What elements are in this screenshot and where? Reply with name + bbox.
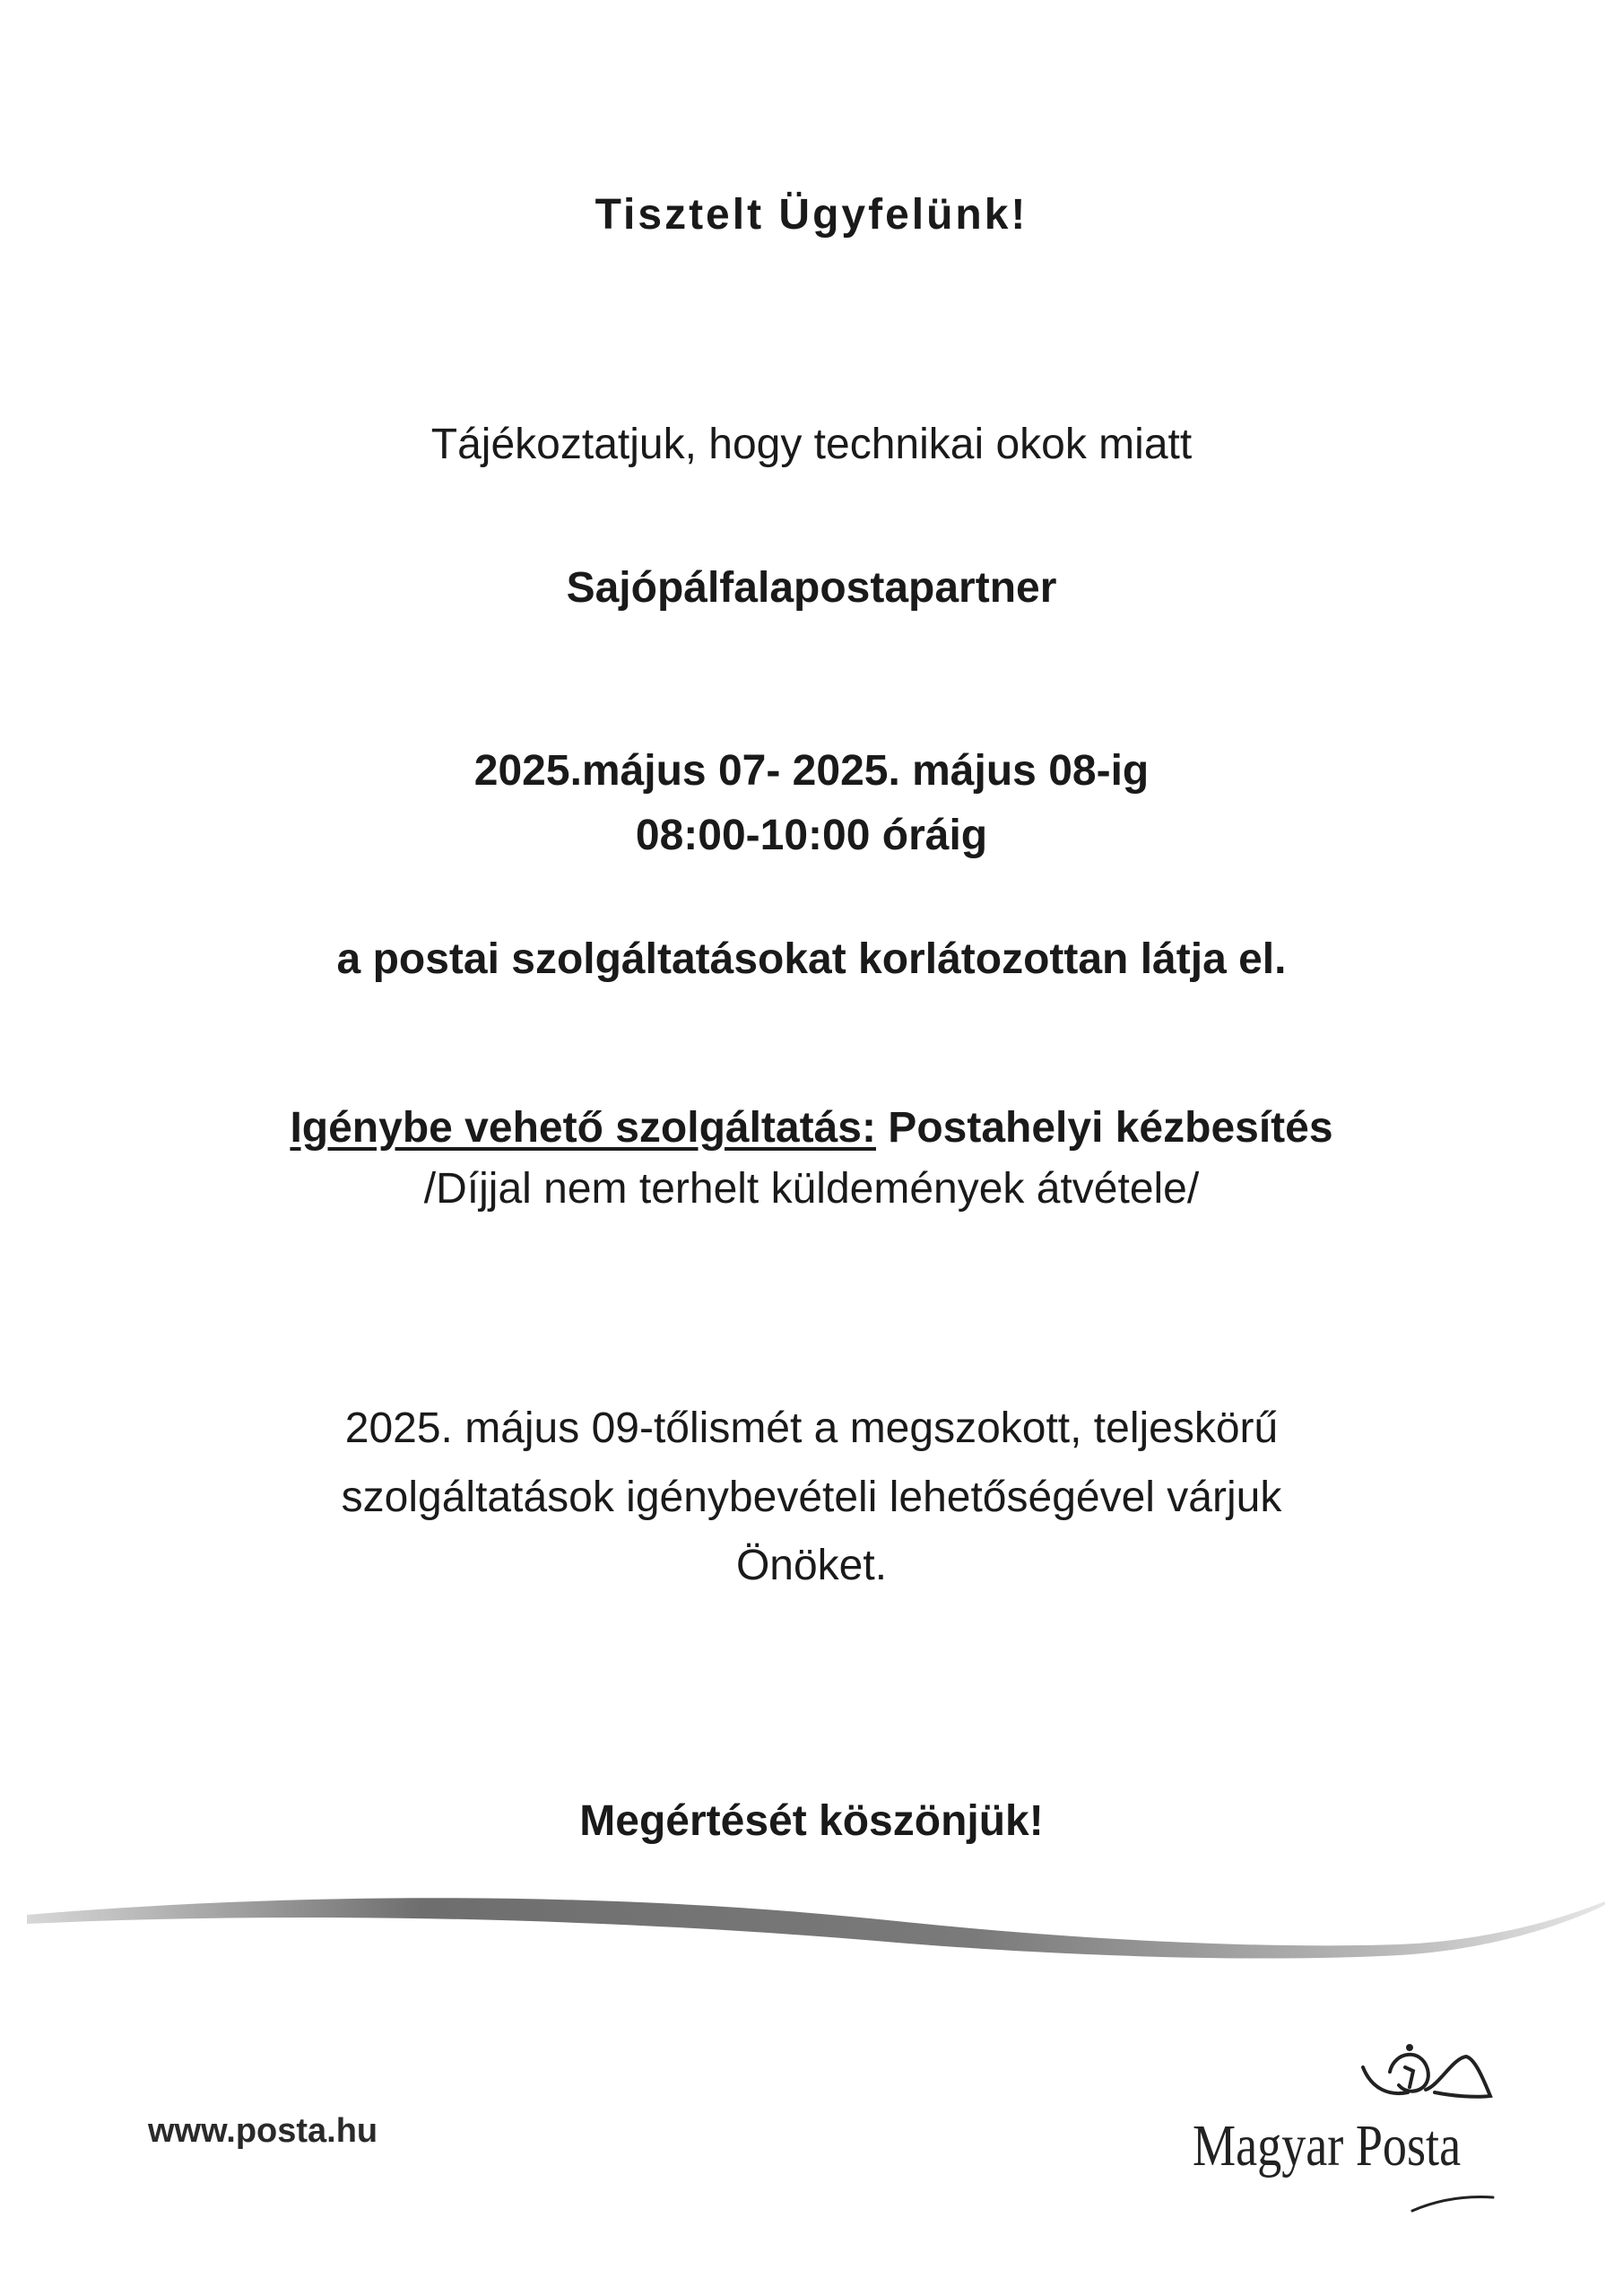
- resume-text-line-2: szolgáltatások igénybevételi lehetőségével várjuk: [341, 1474, 1282, 1521]
- time-range: 08:00-10:00 óráig: [635, 812, 988, 859]
- post-office-name: Sajópálfalapostapartner: [566, 564, 1057, 612]
- greeting-heading: Tisztelt Ügyfelünk!: [595, 191, 1028, 239]
- limited-service-text: a postai szolgáltatásokat korlátozottan látja el.: [336, 935, 1287, 983]
- magyar-posta-logo: [1184, 2040, 1524, 2220]
- resume-text-line-1: 2025. május 09-tőlismét a megszokott, teljeskörű: [344, 1405, 1279, 1452]
- date-range: 2025.május 07- 2025. május 08-ig: [473, 747, 1150, 795]
- available-service-line: [0, 1103, 1623, 1152]
- available-service-value: Postahelyi kézbesítés: [875, 1104, 1333, 1152]
- intro-text: Tájékoztatjuk, hogy technikai okok miatt: [430, 421, 1193, 468]
- closing-text: Megértését köszönjük!: [579, 1797, 1044, 1845]
- wordmark-swash: [1408, 2188, 1497, 2215]
- available-service-detail: /Díjjal nem terhelt küldemények átvétele/: [423, 1165, 1200, 1213]
- available-service-label: Igénybe vehető szolgáltatás:: [290, 1104, 876, 1152]
- resume-text-line-3: Önöket.: [735, 1542, 888, 1589]
- website-link[interactable]: www.posta.hu: [148, 2112, 378, 2150]
- decorative-swoosh: [0, 1874, 1623, 1991]
- magyar-posta-wordmark: Magyar Posta: [1193, 2113, 1462, 2179]
- posthorn-logo-icon: [1354, 2040, 1506, 2112]
